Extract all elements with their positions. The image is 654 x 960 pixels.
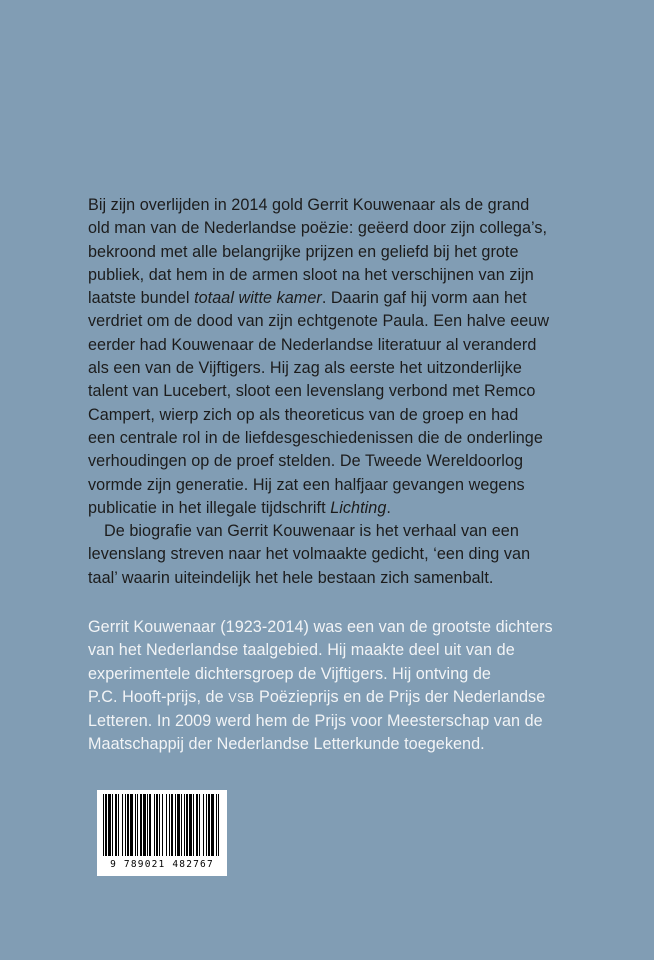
author-bio (88, 616, 578, 757)
text-line (88, 287, 578, 310)
barcode-bar (154, 794, 155, 856)
text-line: vormde zijn generatie. Hij zat een halfjaar gevangen wegens (88, 475, 525, 494)
barcode-bars-icon (101, 794, 223, 856)
text-line: verhoudingen op de proef stelden. De Tweede Wereldoorlog (88, 452, 524, 471)
text-line: eerder had Kouwenaar de Nederlandse literatuur al veranderd (88, 335, 537, 354)
text-line: talent van Lucebert, sloot een levenslang verbond met Remco (88, 382, 536, 401)
text-line: Maatschappij der Nederlandse Letterkunde toegekend. (88, 735, 485, 754)
isbn-barcode (97, 790, 227, 876)
barcode-bar (166, 794, 167, 856)
barcode-bar (196, 794, 198, 856)
text-line: verdriet om de dood van zijn echtgenote Paula. Een halve eeuw (88, 312, 550, 331)
text-line: taal’ waarin uiteindelijk het hele bestaan zich samenbalt. (88, 568, 494, 587)
text-line: als een van de Vijftigers. Hij zag als eerste het uitzonderlijke (88, 359, 522, 378)
text-segment: laatste bundel (88, 289, 195, 308)
barcode-bar (112, 794, 113, 856)
isbn-digits: 9 789021 482767 (110, 859, 214, 870)
barcode-bar (125, 794, 126, 856)
barcode-bar (156, 794, 158, 856)
barcode-bar (135, 794, 136, 856)
text-line: Gerrit Kouwenaar (1923-2014) was een van de grootste dichters (88, 618, 553, 636)
text-line: Campert, wierp zich op als theoreticus van de groep en had (88, 405, 519, 424)
barcode-bar (186, 794, 188, 856)
barcode-bar (211, 794, 214, 856)
barcode-bar (118, 794, 119, 856)
text-segment: . (386, 498, 391, 517)
barcode-bar (181, 794, 182, 856)
text-line: bekroond met alle belangrijke prijzen en geliefd bij het grote (88, 242, 519, 261)
barcode-bar (162, 794, 163, 856)
barcode-bar (218, 794, 219, 856)
blurb-paragraph-2 (88, 520, 578, 590)
text-line: Bij zijn overlijden in 2014 gold Gerrit Kouwenaar als de grand (88, 196, 530, 214)
text-line: De biografie van Gerrit Kouwenaar is het verhaal van een (104, 522, 519, 541)
text-segment: . Daarin gaf hij vorm aan het (321, 289, 527, 308)
barcode-bar (122, 794, 123, 856)
text-line: levenslang streven naar het volmaakte gedicht, ‘een ding van (88, 545, 531, 564)
text-segment: Poëzieprijs en de Prijs der Nederlandse (254, 687, 546, 706)
book-title-italic: totaal witte kamer (194, 289, 322, 308)
text-line: een centrale rol in de liefdesgeschiedenissen die de onderlinge (88, 428, 543, 447)
barcode-bar (193, 794, 194, 856)
text-line: experimentele dichtersgroep de Vijftigers. Hij ontving de (88, 664, 491, 683)
barcode-bar (169, 794, 170, 856)
text-segment: publicatie in het illegale tijdschrift (88, 498, 331, 517)
barcode-bar (189, 794, 192, 856)
barcode-bar (115, 794, 117, 856)
barcode-bar (108, 794, 111, 856)
text-line: publiek, dat hem in de armen sloot na het verschijnen van zijn (88, 265, 534, 284)
barcode-bar (171, 794, 173, 856)
text-line: Letteren. In 2009 werd hem de Prijs voor Meesterschap van de (88, 712, 543, 731)
barcode-bar (137, 794, 138, 856)
text-line (88, 686, 578, 710)
barcode-bar (177, 794, 180, 856)
barcode-bar (203, 794, 204, 856)
barcode-bar (175, 794, 176, 856)
barcode-bar (184, 794, 185, 856)
barcode-bar (140, 794, 142, 856)
small-caps-abbreviation: VSB (228, 690, 255, 705)
barcode-bar (208, 794, 210, 856)
barcode-bar (130, 794, 133, 856)
barcode-bar (159, 794, 160, 856)
barcode-bar (127, 794, 129, 856)
blurb-text (88, 194, 578, 590)
barcode-bar (216, 794, 217, 856)
barcode-bar (105, 794, 107, 856)
text-line: old man van de Nederlandse poëzie: geëerd door zijn collega’s, (88, 219, 548, 238)
text-line: van het Nederlandse taalgebied. Hij maakte deel uit van de (88, 641, 515, 660)
barcode-bar (206, 794, 207, 856)
barcode-bar (103, 794, 104, 856)
barcode-bar (149, 794, 151, 856)
text-segment: P.C. Hooft-prijs, de (88, 687, 229, 706)
barcode-bar (143, 794, 146, 856)
text-line (88, 497, 578, 520)
barcode-bar (199, 794, 200, 856)
magazine-title-italic: Lichting (330, 498, 387, 517)
blurb-paragraph-1 (88, 194, 578, 520)
barcode-bar (147, 794, 148, 856)
